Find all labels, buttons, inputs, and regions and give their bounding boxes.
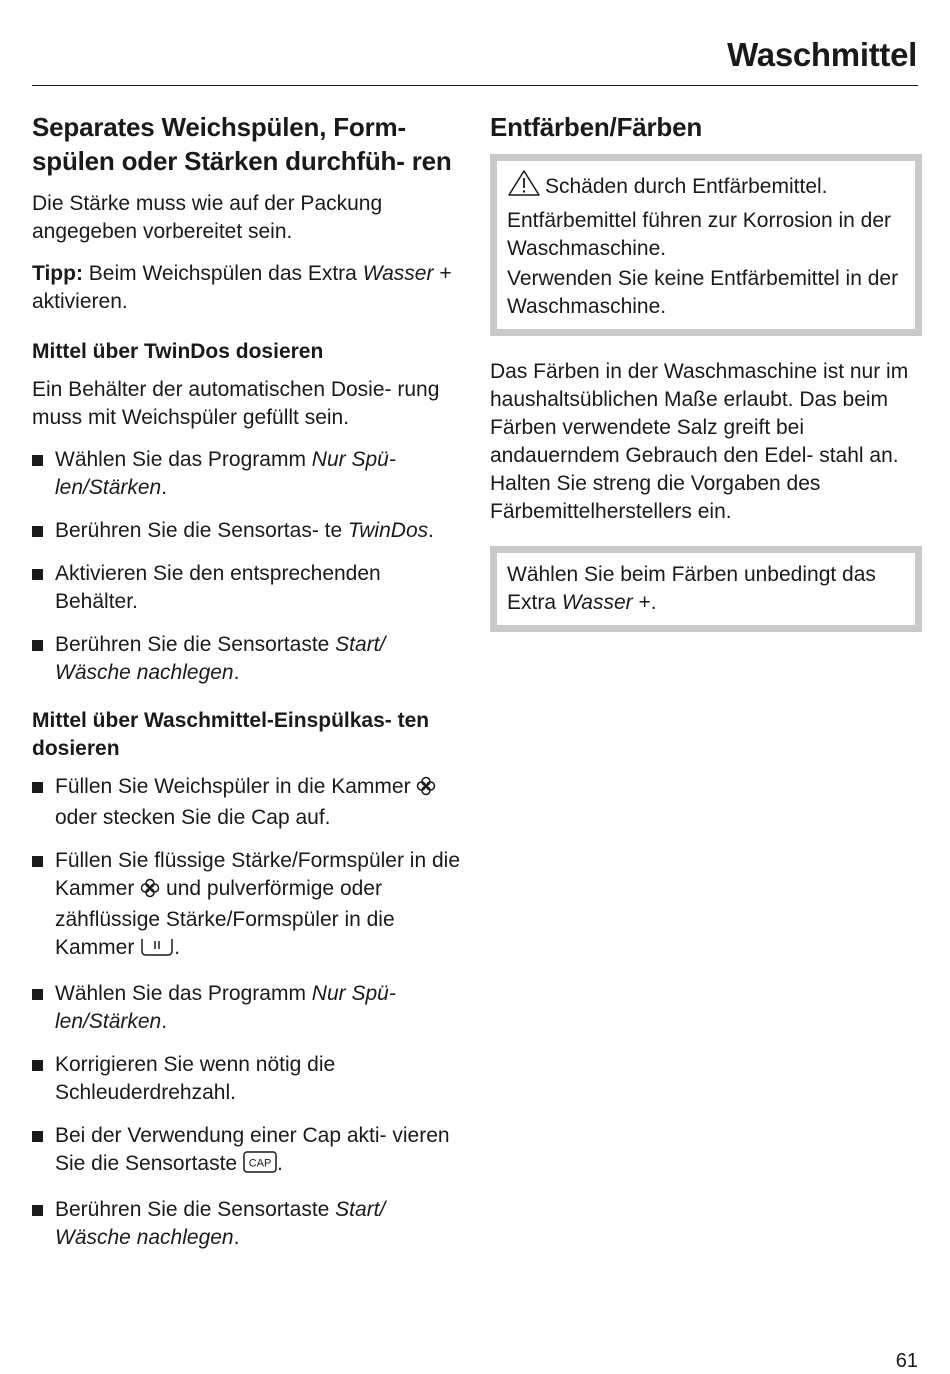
step-italic: Nur Spü- len/Stärken — [55, 982, 396, 1033]
step-text: Wählen Sie das Programm — [55, 982, 312, 1005]
drawer-steps — [32, 773, 464, 1252]
list-item — [32, 1196, 464, 1252]
cap-button-icon — [243, 1151, 277, 1181]
warning-line-2: Verwenden Sie keine Entfärbemittel in der Waschmaschine. — [507, 267, 899, 318]
step-italic: TwinDos — [348, 519, 429, 542]
step-text: Berühren Sie die Sensortas- te — [55, 519, 348, 542]
step-end: . — [276, 1152, 283, 1175]
bullet-square-icon — [32, 1131, 43, 1142]
list-item — [32, 1122, 464, 1181]
note-italic: Wasser — [561, 591, 633, 614]
warning-box — [490, 154, 922, 336]
warning-line-1: Entfärbemittel führen zur Korrosion in der Waschmaschine. — [507, 209, 892, 260]
note-box — [490, 546, 922, 632]
page-header-title: Waschmittel — [727, 36, 917, 73]
step-text: Füllen Sie Weichspüler in die Kammer — [55, 775, 417, 798]
note-text-end: +. — [632, 591, 657, 614]
step-text: Aktivieren Sie den entsprechenden Behälter. — [55, 562, 381, 613]
step-end: . — [161, 1010, 168, 1033]
tip-paragraph — [32, 260, 464, 316]
bullet-square-icon — [32, 856, 43, 867]
list-item — [32, 847, 464, 965]
step-text: Füllen Sie flüssige Stärke/Formspüler in die Kammer — [55, 849, 461, 900]
bullet-square-icon — [32, 1205, 43, 1216]
bullet-square-icon — [32, 989, 43, 1000]
section-heading-softening: Separates Weichspülen, Form- spülen oder Stärken durchfüh- ren — [32, 112, 452, 176]
step-middle: und pulverförmige oder zähflüssige Stärke/Formspüler in die Kammer — [55, 877, 395, 959]
twindos-steps — [32, 446, 464, 687]
twindos-intro: Ein Behälter der automatischen Dosie- rung muss mit Weichspüler gefüllt sein. — [32, 378, 440, 429]
list-item — [32, 560, 464, 616]
note-text-start: Wählen Sie beim Färben unbedingt das Extra — [507, 563, 876, 614]
cap-label: CAP — [248, 1157, 272, 1170]
left-column — [32, 110, 464, 1270]
bullet-square-icon — [32, 640, 43, 651]
step-end: . — [233, 661, 240, 684]
tip-text: Beim Weichspülen das Extra — [82, 262, 363, 285]
step-italic: Start/ Wäsche nachlegen — [55, 1198, 386, 1249]
bullet-square-icon — [32, 1060, 43, 1071]
step-italic: Start/ Wäsche nachlegen — [55, 633, 386, 684]
warning-title-text: Schäden durch Entfärbemittel. — [545, 175, 828, 198]
section-heading-dyeing: Entfärben/Färben — [490, 112, 703, 142]
warning-title — [507, 169, 905, 205]
bullet-square-icon — [32, 455, 43, 466]
step-text: Wählen Sie das Programm — [55, 448, 312, 471]
list-item — [32, 517, 464, 545]
intro-paragraph: Die Stärke muss wie auf der Packung angegeben vorbereitet sein. — [32, 192, 383, 243]
step-end: oder stecken Sie die Cap auf. — [55, 806, 331, 829]
bullet-square-icon — [32, 782, 43, 793]
step-end: . — [428, 519, 434, 542]
subheading-twindos: Mittel über TwinDos dosieren — [32, 340, 324, 363]
list-item — [32, 631, 464, 687]
bullet-square-icon — [32, 526, 43, 537]
bullet-square-icon — [32, 569, 43, 580]
list-item — [32, 980, 464, 1036]
header-rule — [32, 85, 918, 86]
step-end: . — [161, 476, 168, 499]
tip-label: Tipp: — [32, 262, 83, 285]
tip-italic: Wasser — [362, 262, 434, 285]
dyeing-body: Das Färben in der Waschmaschine ist nur im haushaltsüblichen Maße erlaubt. Das beim Färben verwendete Salz greift bei andauerndem Gebrauch den Edel- stahl an. Halten Sie streng die Vorgaben des Färbemittelherstellers ein. — [490, 360, 909, 523]
step-text: Berühren Sie die Sensortaste — [55, 633, 336, 656]
right-column — [490, 110, 922, 654]
step-text: Bei der Verwendung einer Cap akti- vieren Sie die Sensortaste — [55, 1124, 450, 1175]
warning-triangle-icon — [507, 169, 541, 205]
chamber-ii-icon — [140, 937, 174, 965]
list-item — [32, 1051, 464, 1107]
step-italic: Nur Spü- len/Stärken — [55, 448, 396, 499]
note-text — [507, 561, 905, 617]
step-end: . — [233, 1226, 240, 1249]
subheading-drawer: Mittel über Waschmittel-Einspülkas- ten dosieren — [32, 709, 430, 760]
flower-softener-icon — [140, 878, 160, 906]
step-text: Berühren Sie die Sensortaste — [55, 1198, 336, 1221]
list-item — [32, 446, 464, 502]
step-end: . — [174, 936, 181, 959]
flower-softener-icon — [416, 776, 436, 804]
page-number: 61 — [895, 1350, 918, 1372]
list-item — [32, 773, 464, 832]
step-text: Korrigieren Sie wenn nötig die Schleuderdrehzahl. — [55, 1053, 336, 1104]
tip-text-end: + aktivieren. — [32, 262, 452, 313]
